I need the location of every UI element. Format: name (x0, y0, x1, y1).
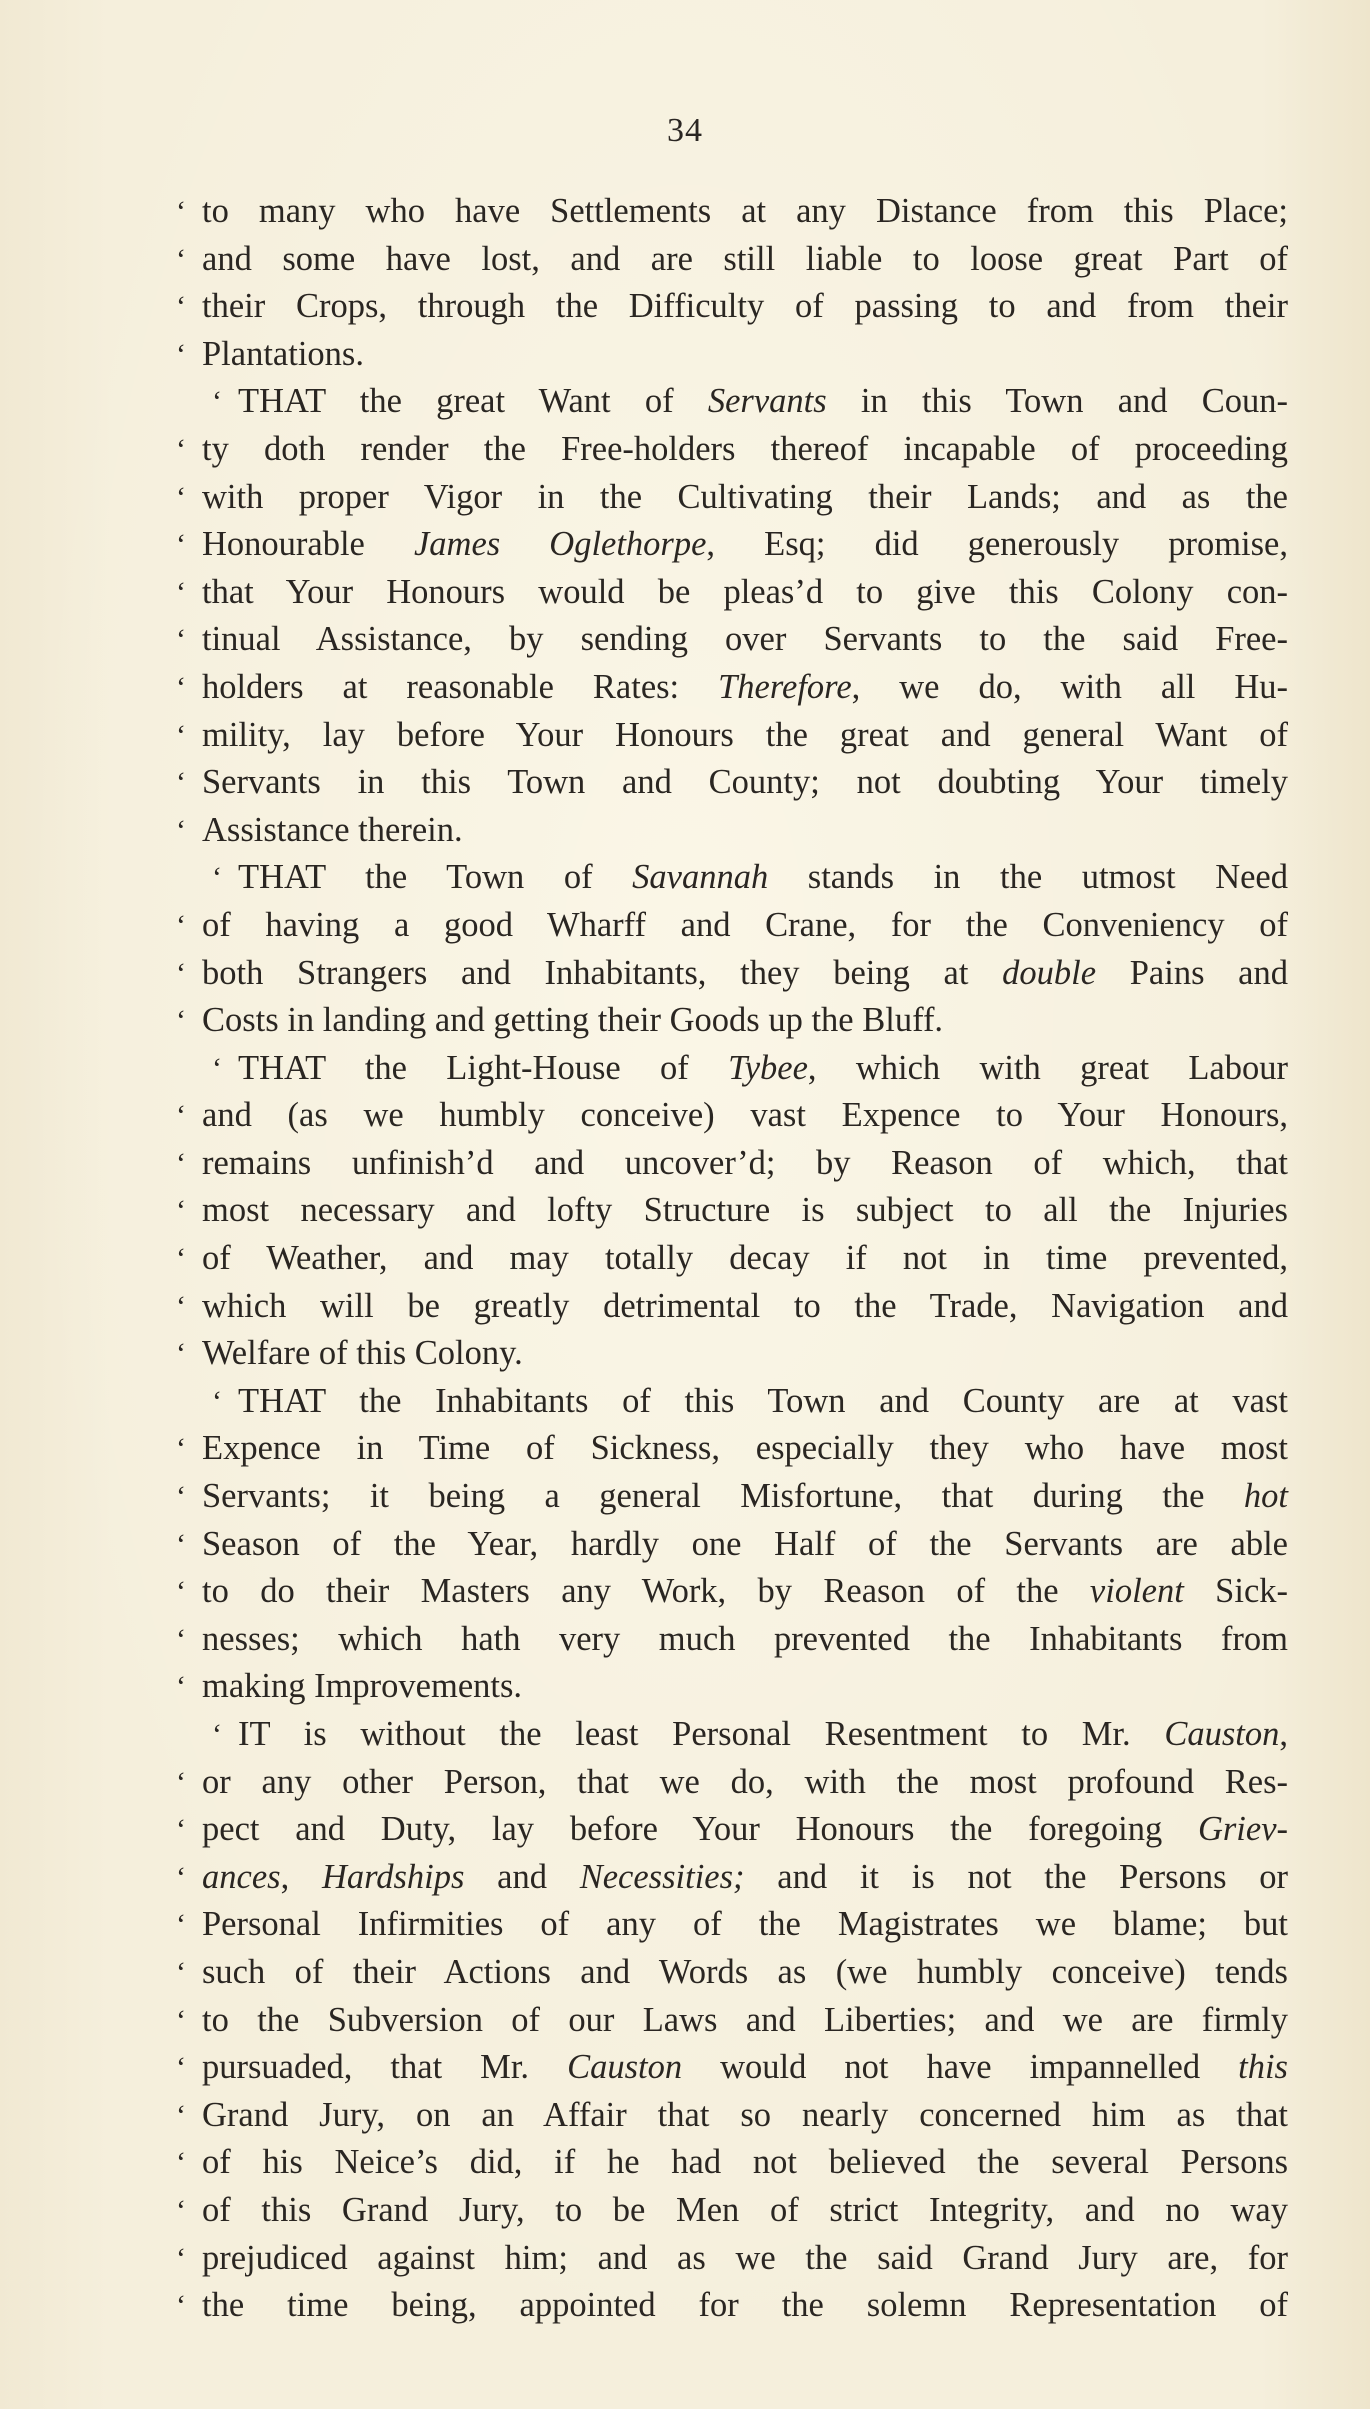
text-line (176, 2139, 1288, 2187)
italic-text: Servants (707, 382, 827, 421)
quotation-mark: ‘ (176, 242, 186, 276)
italic-text: hot (1243, 1477, 1288, 1516)
text-line (176, 2092, 1288, 2140)
line-text (202, 902, 1288, 950)
text-segment: holders at reasonable Rates: (202, 667, 719, 706)
text-segment: Honourable (202, 525, 414, 564)
italic-text: Tybee (728, 1048, 808, 1087)
quotation-mark: ‘ (176, 195, 186, 228)
text-line (176, 2044, 1288, 2092)
quotation-mark: ‘ (176, 1004, 186, 1038)
quotation-mark: ‘ (176, 480, 186, 514)
quotation-mark: ‘ (176, 2098, 186, 2132)
text-segment: THAT the great Want of (238, 382, 708, 421)
text-line (176, 188, 1288, 236)
text-segment: Pains and (1096, 953, 1288, 992)
text-segment: the time being, appointed for the solemn Representation of (202, 2286, 1288, 2325)
line-text (202, 426, 1288, 474)
text-line (176, 759, 1288, 807)
page-number: 34 (667, 112, 703, 149)
text-segment: Grand Jury, on an Affair that so nearly concerned him as that (202, 2095, 1288, 2134)
line-text (202, 2139, 1288, 2187)
quotation-mark: ‘ (176, 1432, 186, 1466)
text-segment: to the Subversion of our Laws and Liberties; and we are firmly (202, 2000, 1288, 2039)
text-line (176, 2187, 1288, 2235)
text-segment: Welfare of this Colony. (202, 1334, 523, 1373)
text-line (176, 1901, 1288, 1949)
line-text (202, 236, 1288, 284)
text-segment: , we do, with all Hu- (851, 667, 1288, 706)
text-segment: of having a good Wharff and Crane, for the Conveniency of (202, 905, 1288, 944)
quotation-mark: ‘ (176, 1860, 186, 1894)
text-segment: and (464, 1857, 580, 1896)
text-line (176, 2282, 1288, 2330)
quotation-mark: ‘ (212, 861, 222, 895)
text-segment: of this Grand Jury, to be Men of strict Integrity, and no way (202, 2190, 1288, 2229)
text-segment: Assistance therein. (202, 810, 463, 849)
line-text (202, 1140, 1288, 1188)
text-segment: stands in the utmost Need (768, 858, 1288, 897)
text-segment: remains unfinish’d and uncover’d; by Reason of which, that (202, 1143, 1288, 1182)
quotation-mark: ‘ (176, 2193, 186, 2227)
italic-text: Hardships (321, 1857, 465, 1896)
text-line (176, 1568, 1288, 1616)
line-text (202, 664, 1288, 712)
text-segment: to many who have Settlements at any Distance from this Place; (202, 192, 1288, 230)
quotation-mark: ‘ (176, 1146, 186, 1180)
quotation-mark: ‘ (176, 1765, 186, 1799)
text-segment: Personal Infirmities of any of the Magistrates we blame; but (202, 1905, 1288, 1944)
italic-text: ances (202, 1857, 281, 1896)
quotation-mark: ‘ (176, 718, 186, 752)
text-line (176, 902, 1288, 950)
text-line (176, 1330, 1288, 1378)
line-text (202, 2092, 1288, 2140)
line-text (202, 1667, 522, 1705)
line-text (202, 1854, 1288, 1902)
text-segment: mility, lay before Your Honours the great and general Want of (202, 715, 1288, 754)
quotation-mark: ‘ (176, 1099, 186, 1133)
text-line (176, 236, 1288, 284)
text-line (176, 2235, 1288, 2283)
text-line (176, 807, 1288, 855)
quotation-mark: ‘ (176, 1622, 186, 1656)
quotation-mark: ‘ (176, 432, 186, 466)
text-segment: pect and Duty, lay before Your Honours the foregoing (202, 1810, 1198, 1849)
text-segment: of Weather, and may totally decay if not in time prevented, (202, 1239, 1288, 1278)
quotation-mark: ‘ (176, 1670, 186, 1704)
line-text (202, 569, 1288, 617)
quotation-mark: ‘ (212, 1384, 222, 1418)
text-line (176, 1187, 1288, 1235)
text-line (176, 1283, 1288, 1331)
line-text (202, 1334, 523, 1372)
text-segment: tinual Assistance, by sending over Servants to the said Free- (202, 620, 1288, 659)
line-text (202, 950, 1288, 998)
quotation-mark: ‘ (176, 908, 186, 942)
text-line (176, 569, 1288, 617)
line-text (202, 2282, 1288, 2330)
text-line (176, 1378, 1288, 1426)
line-text (202, 1001, 943, 1039)
line-text (238, 1711, 1288, 1759)
text-segment: Expence in Time of Sickness, especially they who have most (202, 1429, 1288, 1468)
text-line (176, 521, 1288, 569)
text-line (176, 426, 1288, 474)
line-text (202, 1425, 1288, 1473)
quotation-mark: ‘ (176, 1194, 186, 1228)
body-text (176, 188, 1288, 2330)
italic-text: violent (1089, 1572, 1184, 1611)
text-segment: THAT the Inhabitants of this Town and County are at vast (238, 1381, 1288, 1420)
text-segment: and (as we humbly conceive) vast Expence to Your Honours, (202, 1096, 1288, 1135)
quotation-mark: ‘ (176, 1813, 186, 1847)
text-segment: which will be greatly detrimental to the Trade, Navigation and (202, 1286, 1288, 1325)
line-text (202, 1997, 1288, 2045)
line-text (202, 2044, 1288, 2092)
text-line (176, 283, 1288, 331)
line-text (202, 2235, 1288, 2283)
italic-text: double (1002, 953, 1097, 992)
quotation-mark: ‘ (212, 1718, 222, 1751)
text-line (176, 1616, 1288, 1664)
line-text (202, 1235, 1288, 1283)
line-text (202, 188, 1288, 236)
text-line (176, 1806, 1288, 1854)
text-line (176, 1997, 1288, 2045)
text-line (176, 712, 1288, 760)
text-line (176, 950, 1288, 998)
line-text (202, 1521, 1288, 1569)
line-text (238, 1045, 1288, 1093)
quotation-mark: ‘ (176, 956, 186, 990)
text-line (176, 616, 1288, 664)
line-text (202, 616, 1288, 664)
text-segment: both Strangers and Inhabitants, they being at (202, 953, 1003, 992)
line-text (202, 811, 463, 849)
quotation-mark: ‘ (176, 1242, 186, 1276)
text-segment: their Crops, through the Difficulty of passing to and from their (202, 287, 1288, 326)
italic-text: Causton (567, 2048, 683, 2087)
quotation-mark: ‘ (176, 1908, 186, 1942)
text-segment: and some have lost, and are still liable to loose great Part of (202, 239, 1288, 278)
text-line (176, 664, 1288, 712)
text-segment: THAT the Light-House of (238, 1048, 729, 1087)
italic-text: James Oglethorpe (413, 525, 707, 564)
text-segment: THAT the Town of (238, 858, 633, 897)
line-text (202, 1759, 1288, 1807)
text-line (176, 1045, 1288, 1093)
text-segment: , (280, 1857, 322, 1896)
quotation-mark: ‘ (176, 1337, 186, 1371)
text-line (176, 1854, 1288, 1902)
quotation-mark: ‘ (176, 623, 186, 657)
text-segment: , which with great Labour (807, 1048, 1288, 1087)
quotation-mark: ‘ (176, 575, 186, 609)
text-segment: such of their Actions and Words as (we humbly conceive) tends (202, 1952, 1288, 1991)
quotation-mark: ‘ (176, 813, 186, 847)
text-segment: pursuaded, that Mr. (202, 2048, 568, 2087)
quotation-mark: ‘ (176, 1527, 186, 1561)
text-segment: ty doth render the Free-holders thereof incapable of proceeding (202, 429, 1288, 468)
text-segment: or any other Person, that we do, with the most profound Res- (202, 1762, 1288, 1801)
text-line (176, 1425, 1288, 1473)
text-segment: to do their Masters any Work, by Reason of the (202, 1572, 1090, 1611)
line-text (238, 1378, 1288, 1426)
line-text (202, 335, 364, 373)
quotation-mark: ‘ (176, 2146, 186, 2180)
text-segment: that Your Honours would be pleas’d to give this Colony con- (202, 572, 1288, 611)
italic-text: this (1238, 2048, 1288, 2087)
italic-text: Necessities; (579, 1857, 745, 1896)
text-line (176, 1473, 1288, 1521)
text-segment: , (1279, 1715, 1288, 1753)
text-line (176, 1235, 1288, 1283)
text-segment: Servants; it being a general Misfortune, that during the (202, 1477, 1244, 1516)
quotation-mark: ‘ (176, 1955, 186, 1989)
text-segment: IT is without the least Personal Resentment to Mr. (238, 1715, 1165, 1753)
quotation-mark: ‘ (176, 670, 186, 704)
line-text (202, 759, 1288, 807)
quotation-mark: ‘ (176, 2241, 186, 2275)
text-segment: Season of the Year, hardly one Half of the Servants are able (202, 1524, 1288, 1563)
text-line (176, 1663, 1288, 1711)
text-segment: most necessary and lofty Structure is subject to all the Injuries (202, 1191, 1288, 1230)
text-segment: and it is not the Persons or (744, 1857, 1289, 1896)
line-text (202, 1806, 1288, 1854)
text-segment: Plantations. (202, 334, 364, 373)
text-segment: of his Neice’s did, if he had not believed the several Persons (202, 2143, 1288, 2182)
italic-text: Causton (1164, 1715, 1280, 1753)
text-line (176, 1521, 1288, 1569)
text-segment: with proper Vigor in the Cultivating their Lands; and as the (202, 477, 1288, 516)
text-segment: Costs in landing and getting their Goods up the Bluff. (202, 1001, 944, 1040)
text-line (176, 1759, 1288, 1807)
line-text (202, 1568, 1288, 1616)
text-segment: in this Town and Coun- (826, 382, 1288, 421)
line-text (202, 1092, 1288, 1140)
text-line (176, 1140, 1288, 1188)
text-line (176, 1711, 1288, 1759)
line-text (202, 2187, 1288, 2235)
quotation-mark: ‘ (176, 1289, 186, 1323)
text-line (176, 474, 1288, 522)
text-segment: nesses; which hath very much prevented the Inhabitants from (202, 1619, 1288, 1658)
line-text (238, 378, 1288, 426)
line-text (202, 1616, 1288, 1664)
line-text (202, 1187, 1288, 1235)
text-line (176, 1949, 1288, 1997)
italic-text: Griev- (1197, 1810, 1288, 1849)
quotation-mark: ‘ (176, 290, 186, 324)
text-line (176, 1092, 1288, 1140)
line-text (202, 1949, 1288, 1997)
quotation-mark: ‘ (176, 2003, 186, 2037)
text-line (176, 378, 1288, 426)
line-text (202, 474, 1288, 522)
line-text (202, 521, 1288, 569)
quotation-mark: ‘ (176, 528, 186, 562)
quotation-mark: ‘ (212, 1051, 222, 1085)
line-text (202, 283, 1288, 331)
text-segment: Sick- (1183, 1572, 1288, 1611)
quotation-mark: ‘ (176, 1575, 186, 1609)
line-text (202, 1283, 1288, 1331)
quotation-mark: ‘ (212, 385, 222, 419)
quotation-mark: ‘ (176, 766, 186, 800)
text-segment: , Esq; did generously promise, (706, 525, 1288, 564)
text-segment: would not have impannelled (682, 2048, 1239, 2087)
quotation-mark: ‘ (176, 2051, 186, 2085)
italic-text: Savannah (632, 858, 769, 897)
text-segment: prejudiced against him; and as we the said Grand Jury are, for (202, 2238, 1288, 2277)
line-text (202, 1901, 1288, 1949)
italic-text: Therefore (718, 667, 852, 706)
text-segment: Servants in this Town and County; not doubting Your timely (202, 763, 1288, 802)
text-segment: making Improvements. (202, 1667, 523, 1706)
line-text (238, 854, 1288, 902)
text-line (176, 331, 1288, 379)
quotation-mark: ‘ (176, 1480, 186, 1514)
text-line (176, 997, 1288, 1045)
quotation-mark: ‘ (176, 337, 186, 371)
line-text (202, 712, 1288, 760)
text-line (176, 854, 1288, 902)
quotation-mark: ‘ (176, 2289, 186, 2323)
line-text (202, 1473, 1288, 1521)
